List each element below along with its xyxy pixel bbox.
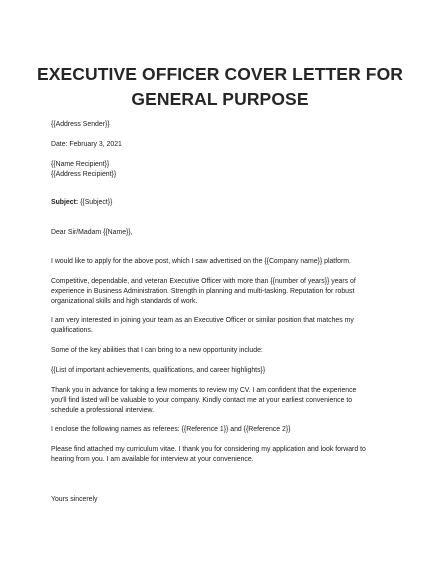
paragraph-interest-line: I am very interested in joining your team as an Executive Officer or similar position that matches my [51,317,354,324]
paragraph-profile-line: Competitive, dependable, and veteran Executive Officer with more than {{number of years}} years of [51,278,356,285]
paragraph-apply: I would like to apply for the above post, which I saw advertised on the {{Company name}} platform. [51,258,351,265]
letter-title-line-1: EXECUTIVE OFFICER COVER LETTER FOR [36,64,404,84]
paragraph-profile-line: experience in Business Administration. Strength in planning and multi-tasking. Reputation for robust [51,288,355,295]
recipient-name: {{Name Recipient}} [51,161,110,168]
letter-date: Date: February 3, 2021 [51,141,122,148]
paragraph-abilities: Some of the key abilities that I can bring to a new opportunity include: [51,347,263,354]
letter-title-line-2: GENERAL PURPOSE [131,89,309,109]
paragraph-profile-line: organizational skills and high standards of work. [51,298,198,305]
subject-line [51,198,401,208]
sender-address: {{Address Sender}} [51,121,110,128]
paragraph-thanks-line: you'll find listed will be valuable to your company. Kindly contact me at your earliest convenience to [51,397,353,404]
paragraph-referees: I enclose the following names as referees: {{Reference 1}} and {{Reference 2}} [51,426,291,433]
paragraph-thanks-line: schedule a professional interview. [51,407,155,414]
paragraph-attached-line: hearing from you. I am available for interview at your convenience. [51,456,254,463]
paragraph-thanks-line: Thank you in advance for taking a few moments to review my CV. I am confident that the experience [51,387,357,394]
closing: Yours sincerely [51,496,98,503]
paragraph-achievements: {{List of important achievements, qualifications, and career highlights}} [51,367,266,374]
salutation: Dear Sir/Madam {{Name}}, [51,229,133,236]
subject-label: Subject: [51,199,79,206]
subject-value: {{Subject}} [78,199,113,206]
paragraph-attached-line: Please find attached my curriculum vitae. I thank you for considering my application and look forward to [51,446,366,453]
recipient-address: {{Address Recipient}} [51,171,117,178]
paragraph-interest-line: qualifications. [51,327,93,334]
